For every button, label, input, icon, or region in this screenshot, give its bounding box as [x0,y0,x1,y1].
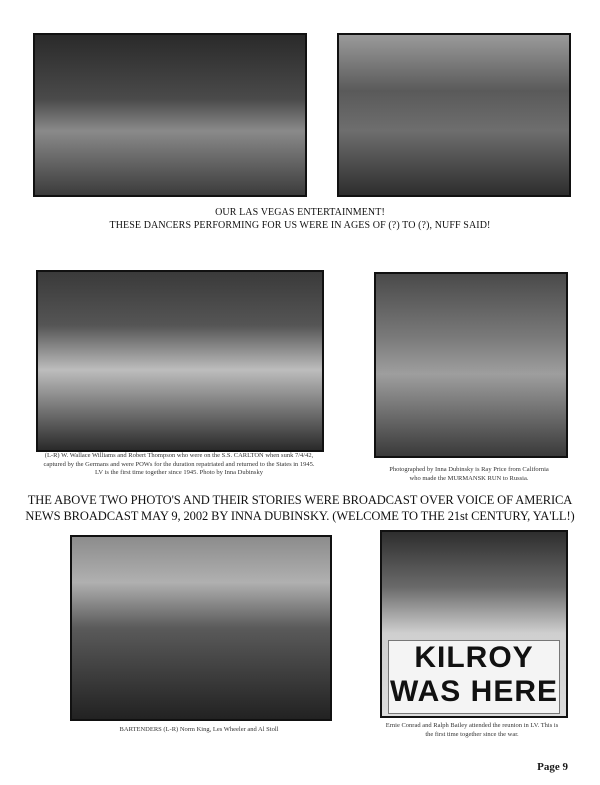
broadcast-line-1: THE ABOVE TWO PHOTO'S AND THEIR STORIES WERE BROADCAST OVER VOICE OF AMERICA [27,493,573,507]
kilroy-sign [388,640,560,714]
dancers-photo-left [33,33,307,197]
ray-price-caption: Photographed by Inna Dubinsky is Ray Price from California who made the MURMANSK RUN to Russia. [389,466,549,482]
dancers-headline [30,206,570,232]
ray-price-photo [374,272,568,458]
kilroy-sign-line-2: WAS HERE [389,675,559,708]
bartenders-caption: BARTENDERS (L-R) Norm King, Les Wheeler and Al Stoll [119,726,279,733]
williams-thompson-caption: (L-R) W. Wallace Williams and Robert Thompson who were on the S.S. CARLTON when sunk 7/4/42, captured by the Germans and were POWs for the duration repatriated and returned to the States in 1945. LV is the first time together since 1945. Photo by Inna Dubinsky [43,452,315,476]
broadcast-statement [10,492,590,524]
broadcast-line-2: NEWS BROADCAST MAY 9, 2002 BY INNA DUBINSKY. (WELCOME TO THE 21st CENTURY, YA'LL!) [25,509,575,523]
kilroy-caption: Ernie Conrad and Ralph Bailey attended the reunion in LV. This is the first time together since the war. [385,722,559,738]
headline-line-2: THESE DANCERS PERFORMING FOR US WERE IN AGES OF (?) TO (?), NUFF SAID! [109,220,491,231]
headline-line-1: OUR LAS VEGAS ENTERTAINMENT! [215,207,385,218]
bartenders-photo [70,535,332,721]
kilroy-sign-line-1: KILROY [414,641,534,674]
williams-thompson-photo [36,270,324,452]
kilroy-photo [380,530,568,718]
page-number: Page 9 [537,761,568,773]
dancers-photo-right [337,33,571,197]
